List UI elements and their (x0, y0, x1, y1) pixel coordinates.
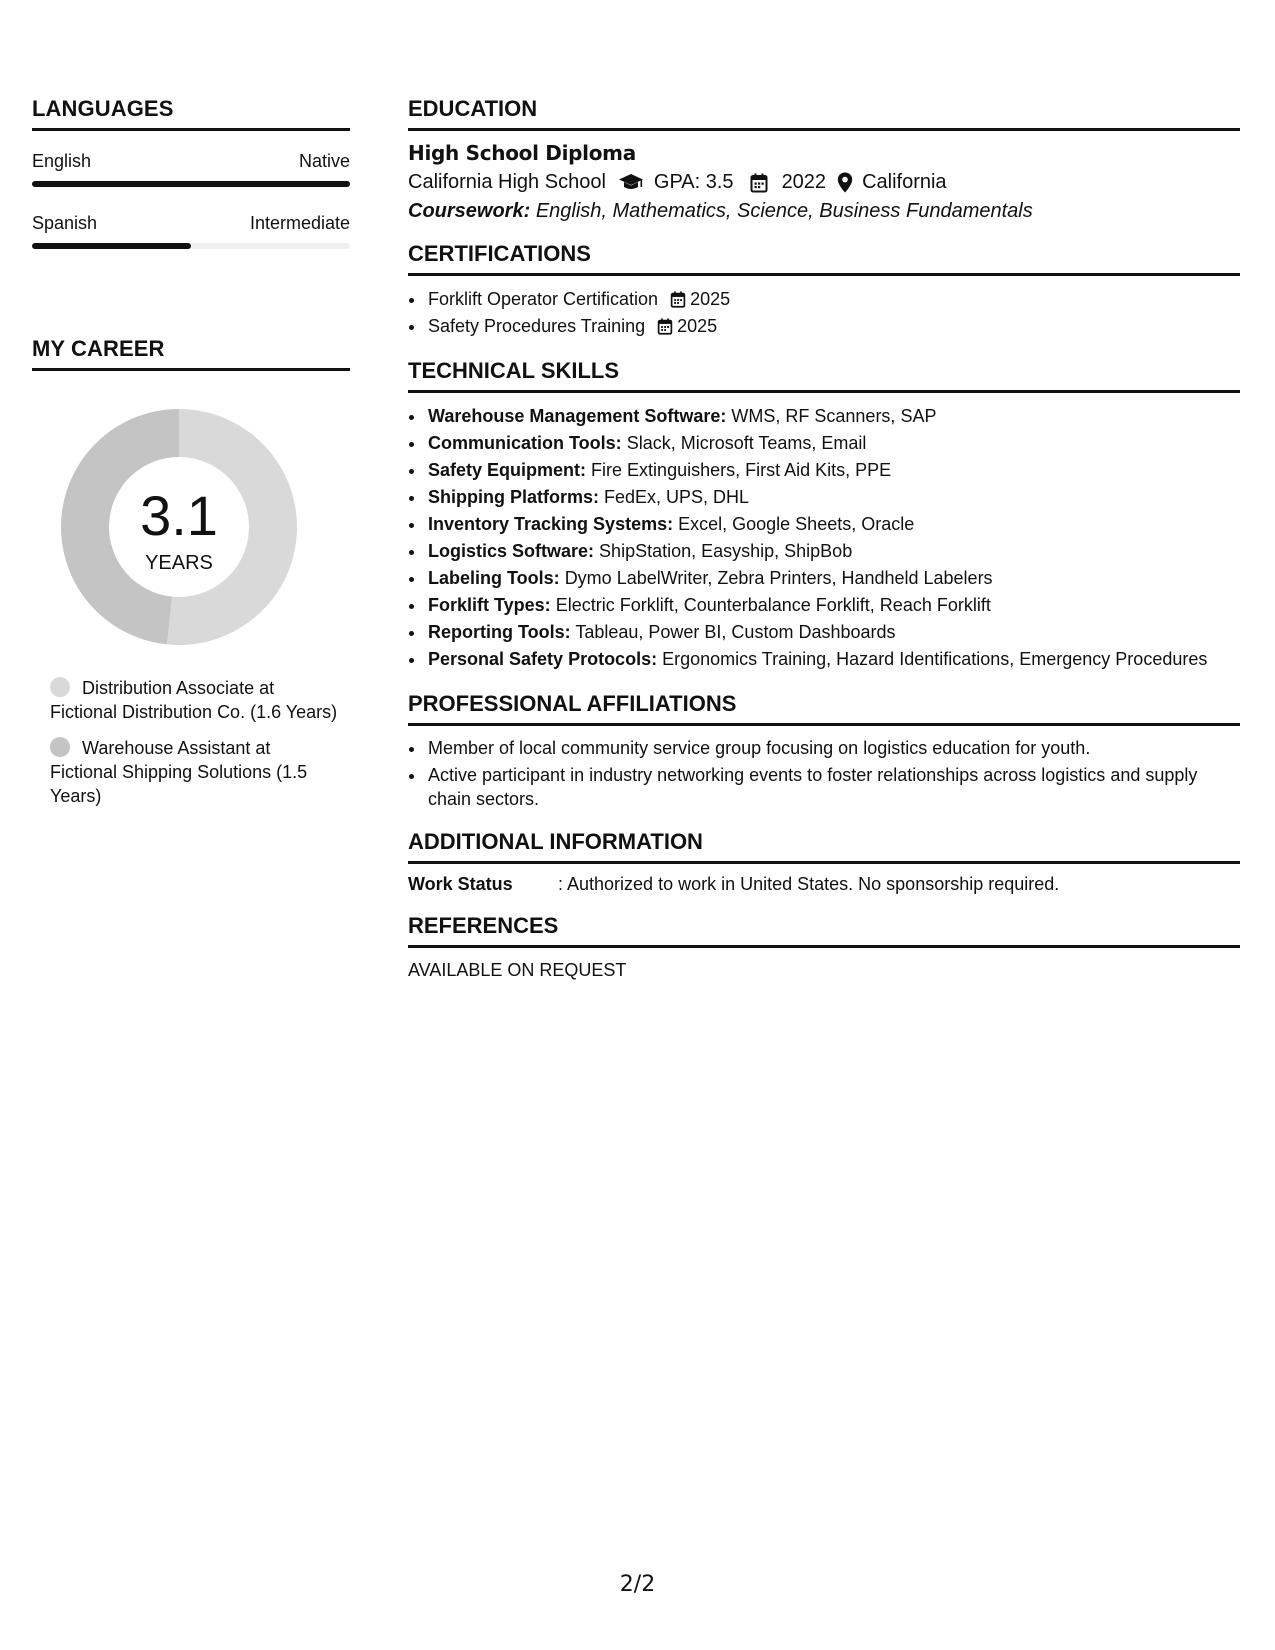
skill-value: WMS, RF Scanners, SAP (731, 406, 937, 426)
skills-title: TECHNICAL SKILLS (408, 358, 1240, 393)
language-item (32, 213, 350, 249)
coursework-value: English, Mathematics, Science, Business Fundamentals (535, 200, 1033, 222)
certification-name: Safety Procedures Training (428, 316, 646, 336)
skills-list (408, 403, 1240, 673)
skill-value: ShipStation, Easyship, ShipBob (599, 541, 853, 561)
work-status-label: Work Status (408, 874, 513, 894)
certification-item (426, 286, 1240, 313)
education-details (408, 171, 1240, 194)
career-legend (50, 676, 340, 820)
additional-info-section (408, 829, 1240, 895)
education-coursework (408, 200, 1240, 223)
skill-label: Reporting Tools: (428, 622, 571, 642)
languages-title: LANGUAGES (32, 96, 350, 131)
skill-label: Labeling Tools: (428, 568, 560, 588)
language-proficiency-fill (32, 181, 350, 187)
certifications-title: CERTIFICATIONS (408, 241, 1240, 276)
skill-value: FedEx, UPS, DHL (604, 487, 750, 507)
skill-label: Logistics Software: (428, 541, 595, 561)
language-name: Spanish (32, 213, 98, 233)
education-school: California High School (408, 171, 606, 193)
skill-label: Safety Equipment: (428, 460, 587, 480)
skill-value: Excel, Google Sheets, Oracle (678, 514, 915, 534)
skill-label: Personal Safety Protocols: (428, 649, 658, 669)
location-pin-icon (836, 172, 854, 194)
legend-item (50, 676, 340, 724)
skill-item (426, 430, 1240, 457)
language-proficiency-fill (32, 243, 191, 249)
education-location: California (862, 171, 947, 193)
education-degree: High School Diploma (408, 141, 636, 165)
language-proficiency-bar (32, 243, 350, 249)
legend-swatch (50, 677, 70, 697)
skill-item (426, 511, 1240, 538)
education-title: EDUCATION (408, 96, 1240, 131)
skill-item (426, 403, 1240, 430)
legend-swatch (50, 737, 70, 757)
language-name: English (32, 151, 92, 171)
language-item (32, 151, 350, 187)
graduation-cap-icon (618, 172, 644, 194)
references-title: REFERENCES (408, 913, 1240, 948)
page-number: 2/2 (619, 1572, 656, 1597)
certification-year: 2025 (677, 316, 718, 336)
calendar-icon (645, 316, 677, 336)
education-section (408, 96, 1240, 223)
skill-value: Electric Forklift, Counterbalance Forklift, Reach Forklift (555, 595, 991, 615)
skill-item (426, 565, 1240, 592)
calendar-icon (658, 289, 690, 309)
skill-value: Fire Extinguishers, First Aid Kits, PPE (591, 460, 892, 480)
career-title: MY CAREER (32, 336, 350, 371)
affiliation-item: • Active participant in industry networking events to foster relationships across logistics and supply chain sectors. (426, 763, 1240, 811)
certifications-list (408, 286, 1240, 340)
certifications-section (408, 241, 1240, 340)
certification-item (426, 313, 1240, 340)
skill-label: Forklift Types: (428, 595, 551, 615)
languages-section (32, 96, 350, 249)
legend-item (50, 736, 340, 808)
affiliations-title: PROFESSIONAL AFFILIATIONS (408, 691, 1240, 726)
skill-label: Communication Tools: (428, 433, 622, 453)
certification-name: Forklift Operator Certification (428, 289, 659, 309)
legend-label: Distribution Associate at Fictional Distribution Co. (1.6 Years) (50, 678, 338, 722)
language-level: Native (298, 151, 350, 171)
skill-item (426, 484, 1240, 511)
skill-item (426, 619, 1240, 646)
skill-item (426, 646, 1240, 673)
skill-item (426, 538, 1240, 565)
skill-value: Slack, Microsoft Teams, Email (626, 433, 867, 453)
references-text: AVAILABLE ON REQUEST (408, 960, 627, 980)
main-column (408, 96, 1240, 999)
affiliation-item: • Member of local community service group focusing on logistics education for youth. (426, 736, 1240, 760)
additional-info-title: ADDITIONAL INFORMATION (408, 829, 1240, 864)
language-proficiency-bar (32, 181, 350, 187)
career-total-unit: YEARS (145, 552, 213, 574)
work-status-row (408, 874, 1240, 895)
career-section (32, 336, 350, 806)
skill-value: Tableau, Power BI, Custom Dashboards (575, 622, 896, 642)
certification-year: 2025 (690, 289, 731, 309)
skill-item (426, 457, 1240, 484)
skill-label: Shipping Platforms: (428, 487, 599, 507)
skills-section (408, 358, 1240, 673)
language-level: Intermediate (249, 213, 350, 233)
skill-value: Dymo LabelWriter, Zebra Printers, Handheld Labelers (564, 568, 993, 588)
affiliations-section (408, 691, 1240, 811)
skill-item (426, 592, 1240, 619)
skill-value: Ergonomics Training, Hazard Identifications, Emergency Procedures (662, 649, 1208, 669)
skill-label: Warehouse Management Software: (428, 406, 727, 426)
career-donut-chart (56, 404, 302, 650)
calendar-icon (746, 172, 772, 194)
education-year: 2022 (781, 171, 827, 193)
work-status-value: : Authorized to work in United States. No sponsorship required. (558, 874, 1060, 894)
coursework-label: Coursework: (408, 200, 531, 222)
skill-label: Inventory Tracking Systems: (428, 514, 674, 534)
affiliations-list (408, 736, 1240, 811)
legend-label: Warehouse Assistant at Fictional Shipping Solutions (1.5 Years) (50, 738, 308, 806)
references-section (408, 913, 1240, 981)
education-gpa: GPA: 3.5 (653, 171, 734, 193)
career-total-value: 3.1 (140, 484, 218, 547)
